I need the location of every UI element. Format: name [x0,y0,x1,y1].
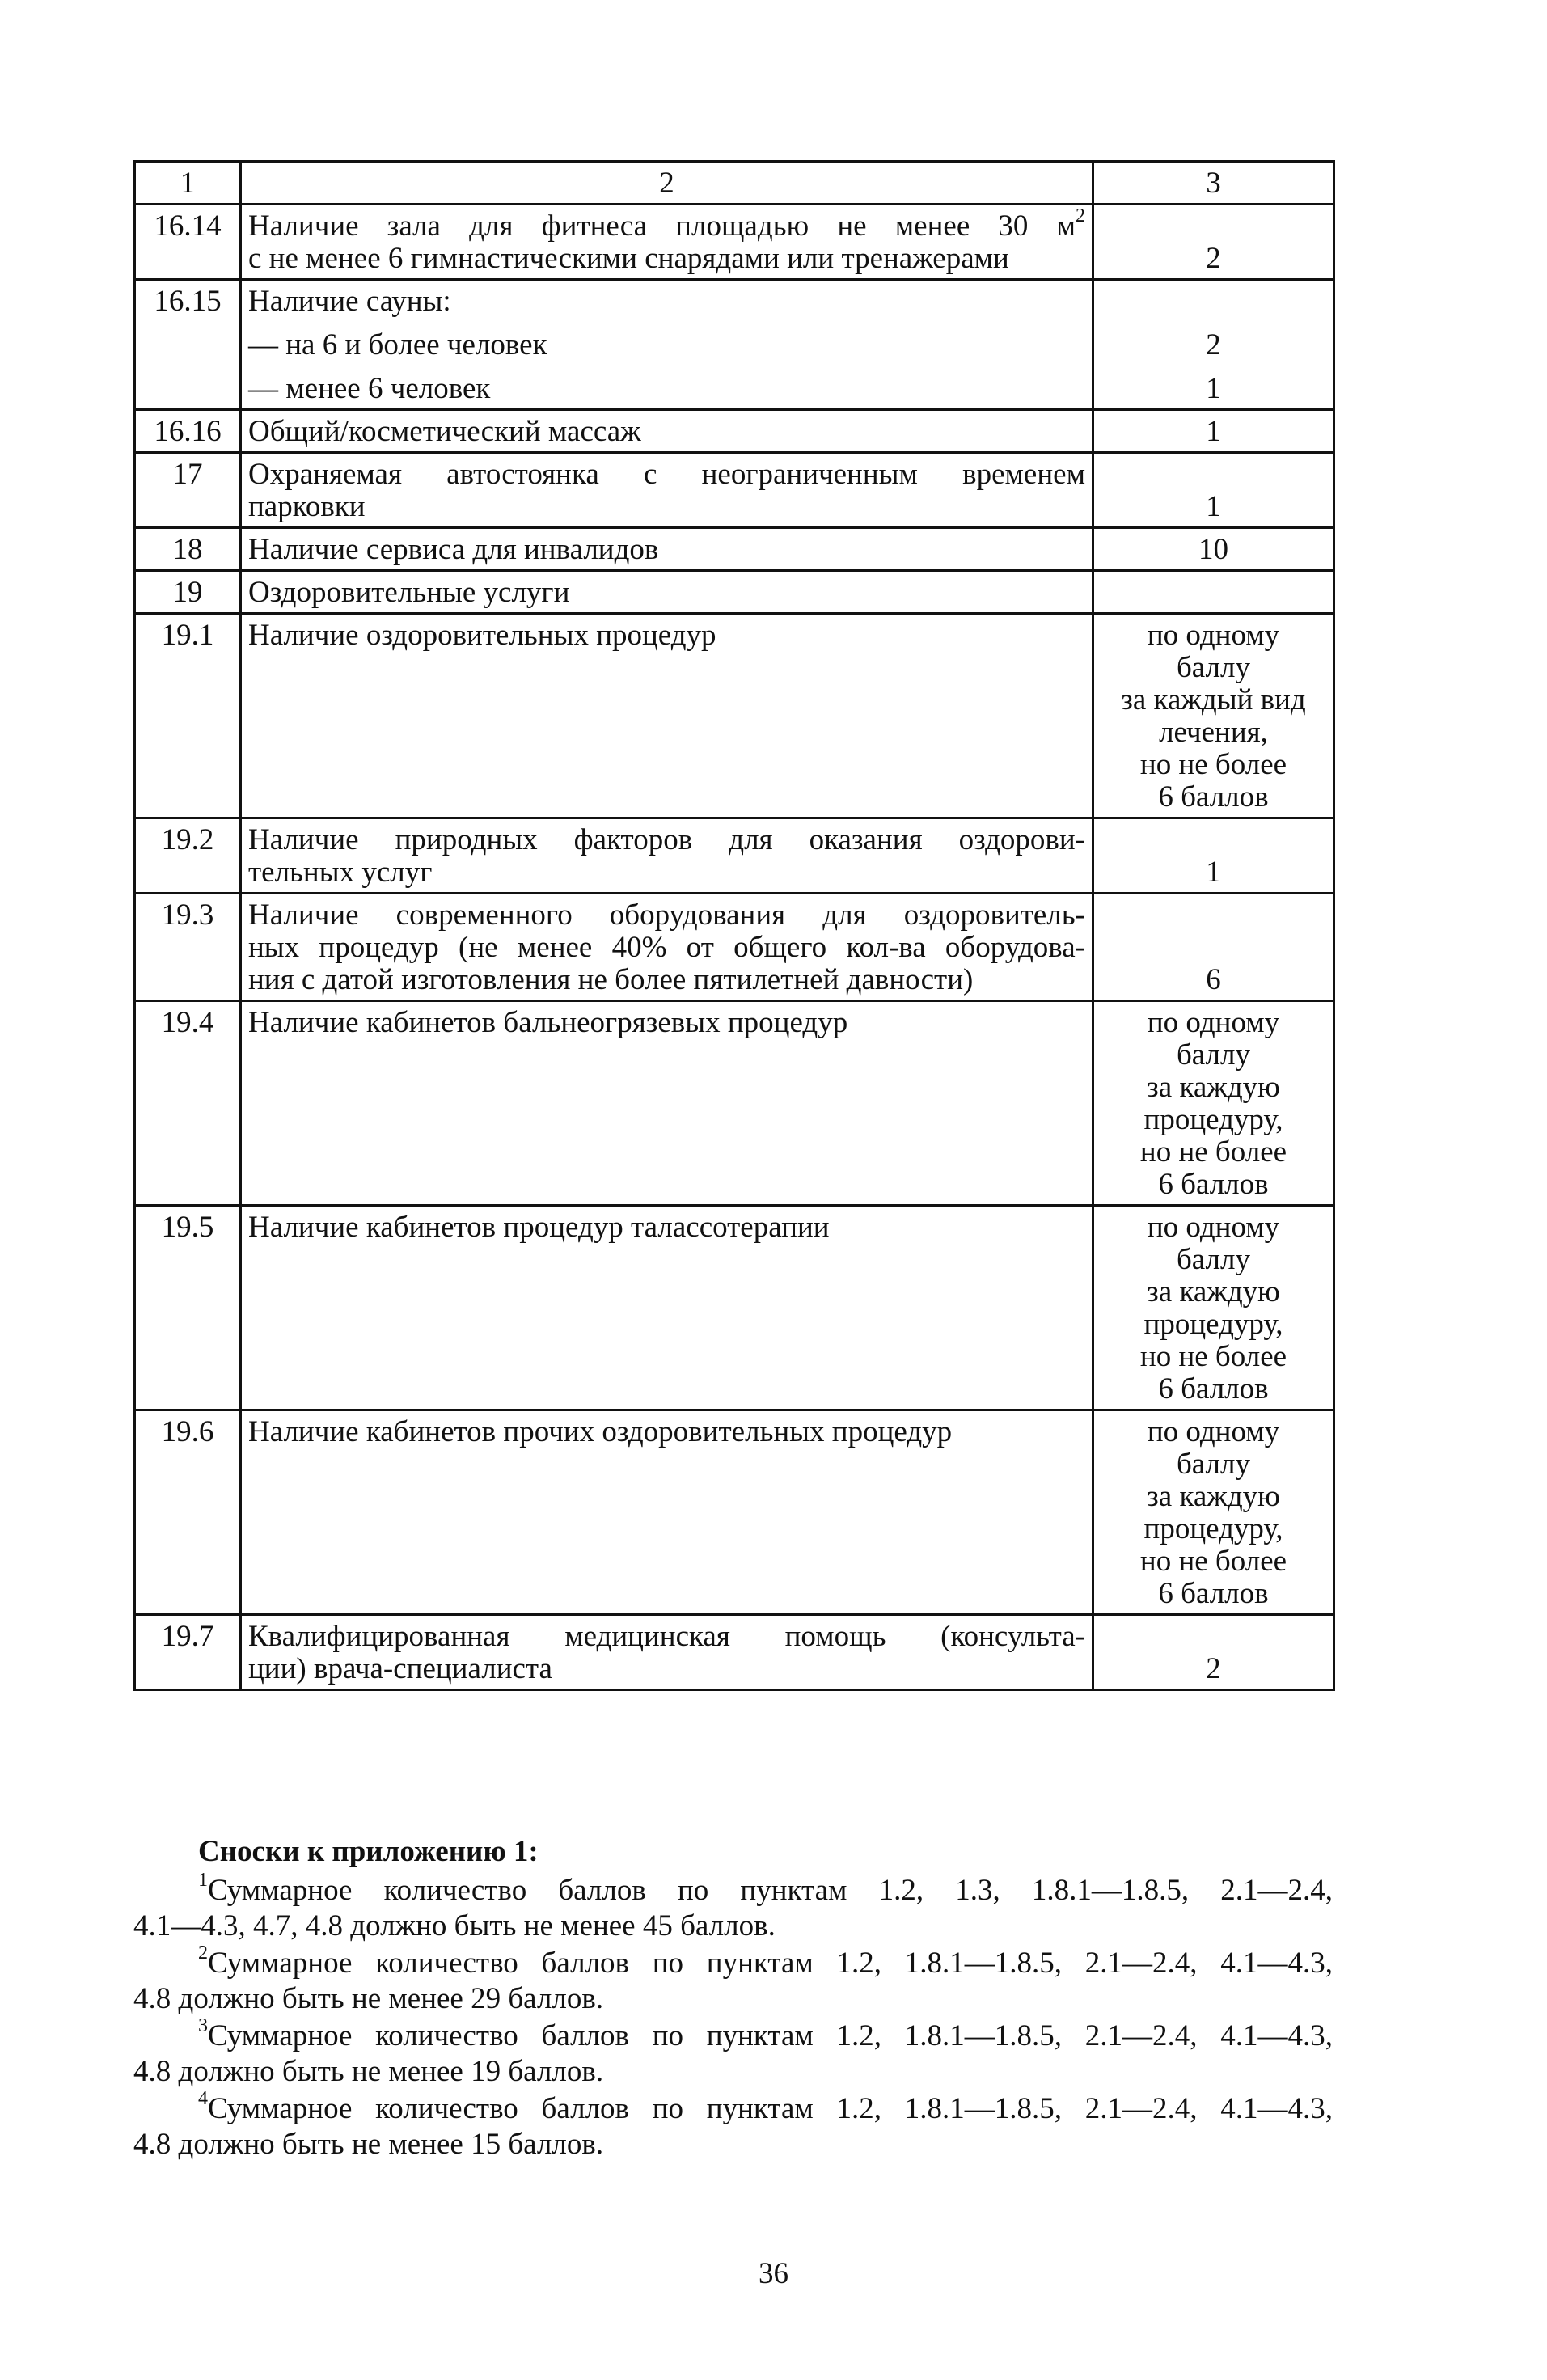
table-row [135,894,1334,1001]
points-line: но не более [1139,1135,1287,1169]
row-number: 16.14 [135,205,241,280]
points-line: процедуру, [1143,1512,1283,1545]
criteria-table [133,160,1335,1691]
footnote [133,2014,1333,2090]
description-line: парковки [248,490,366,523]
footnote [133,1942,1333,2017]
description-text: Наличие кабинетов процедур талассотерапии [248,1211,830,1244]
footnote [133,1869,1333,1944]
points-line: баллу [1176,1448,1250,1481]
footnote-second-line: 4.8 должно быть не менее 19 баллов. [133,2055,604,2088]
row-description [241,894,1093,1001]
points-value: 1 [1206,856,1221,889]
footnote-text: Суммарное количество баллов по пунктам 1.2, 1.8.1—1.8.5, 2.1—2.4, 4.1—4.3, [208,2019,1333,2052]
points-line: за каждую [1147,1480,1280,1513]
footnote-text: Суммарное количество баллов по пунктам 1.2, 1.3, 1.8.1—1.8.5, 2.1—2.4, [208,1874,1333,1907]
description-text: Наличие кабинетов бальнеогрязевых процедур [248,1006,848,1039]
points-line: баллу [1176,651,1250,684]
description-text: Наличие кабинетов прочих оздоровительных процедур [248,1415,953,1448]
footnote-marker: 2 [198,1942,208,1964]
points-line: за каждую [1147,1071,1280,1104]
row-number: 19 [135,571,241,614]
row-number: 18 [135,528,241,571]
header-cell: 2 [241,162,1093,205]
table-row [135,571,1334,614]
header-cell: 3 [1093,162,1334,205]
points-line: но не более [1139,1545,1287,1578]
row-description [241,1001,1093,1206]
table-row [135,410,1334,453]
sub-item-label: — менее 6 человек [248,372,491,405]
description-line: Наличие современного оборудования для оздоровитель- [248,898,1085,932]
row-description [241,528,1093,571]
points-line: 6 баллов [1158,1577,1269,1610]
sub-item-label: — на 6 и более человек [248,328,547,361]
points-value: 2 [1206,1652,1221,1685]
row-number: 19.7 [135,1615,241,1690]
row-number: 17 [135,453,241,528]
header-cell: 1 [135,162,241,205]
row-points [1093,1410,1334,1615]
description-line: Квалифицированная медицинская помощь (консульта- [248,1620,1085,1653]
row-description [241,410,1093,453]
criteria-table-body [135,162,1334,1690]
page-number: 36 [759,2257,788,2290]
description-line: ния с датой изготовления не более пятилетней давности) [248,963,974,996]
points-line: баллу [1176,1243,1250,1276]
row-number: 19.5 [135,1206,241,1410]
footnote-text: Суммарное количество баллов по пунктам 1.2, 1.8.1—1.8.5, 2.1—2.4, 4.1—4.3, [208,2092,1333,2125]
table-row [135,205,1334,280]
row-points [1093,1615,1334,1690]
table-row [135,1615,1334,1690]
points-line: по одному [1147,1211,1280,1244]
table-row [135,1410,1334,1615]
row-description [241,280,1093,410]
row-description [241,205,1093,280]
row-points [1093,528,1334,571]
table-row [135,614,1334,818]
table-row [135,280,1334,410]
points-line: процедуру, [1143,1103,1283,1136]
row-number: 16.15 [135,280,241,410]
table-row [135,528,1334,571]
points-line: по одному [1147,619,1280,652]
footnote-first-line [133,2014,1333,2054]
description-text: Оздоровительные услуги [248,576,570,609]
row-number: 19.3 [135,894,241,1001]
table-row [135,453,1334,528]
superscript: 2 [1076,205,1085,226]
row-points [1093,818,1334,894]
description-line: Охраняемая автостоянка с неограниченным временем [248,458,1085,491]
footnote-second-line: 4.1—4.3, 4.7, 4.8 должно быть не менее 45 баллов. [133,1909,776,1942]
description-line: Наличие природных факторов для оказания оздорови- [248,823,1085,856]
points-value: 1 [1206,415,1221,448]
points-line: лечения, [1159,716,1268,749]
points-value: 2 [1206,242,1221,275]
points-value: 6 [1206,963,1221,996]
points-spacer [1101,285,1326,318]
description-text: Наличие оздоровительных процедур [248,619,716,652]
footnotes-list [133,1869,1333,2162]
row-points [1093,453,1334,528]
row-number: 19.6 [135,1410,241,1615]
footnote [133,2087,1333,2162]
row-points [1093,280,1334,410]
points-value: 1 [1206,490,1221,523]
row-description [241,1615,1093,1690]
row-points [1093,1001,1334,1206]
points-line: 6 баллов [1158,780,1269,814]
footnote-second-line: 4.8 должно быть не менее 15 баллов. [133,2128,604,2161]
footnotes-section [133,1834,1333,2164]
description-line: ных процедур (не менее 40% от общего кол-ва оборудова- [248,931,1085,964]
row-description [241,1410,1093,1615]
points-line: но не более [1139,1340,1287,1373]
footnotes-title: Сноски к приложению 1: [198,1835,539,1868]
points-line: процедуру, [1143,1308,1283,1341]
table-row [135,1001,1334,1206]
footnote-first-line [133,1869,1333,1909]
table-row [135,818,1334,894]
row-number: 19.2 [135,818,241,894]
points-line: за каждый вид [1121,683,1306,717]
row-description [241,571,1093,614]
row-points [1093,571,1334,614]
row-description [241,818,1093,894]
row-points [1093,410,1334,453]
row-points [1093,205,1334,280]
sub-item-points: 1 [1206,372,1221,405]
footnote-marker: 1 [198,1869,208,1891]
points-value: 10 [1198,533,1228,566]
row-points [1093,1206,1334,1410]
row-number: 16.16 [135,410,241,453]
row-points [1093,614,1334,818]
points-line: 6 баллов [1158,1372,1269,1406]
row-points [1093,894,1334,1001]
description-line: тельных услуг [248,856,433,889]
row-description [241,453,1093,528]
points-line: по одному [1147,1415,1280,1448]
description-line: с не менее 6 гимнастическими снарядами или тренажерами [248,242,1009,275]
description-text: Наличие сервиса для инвалидов [248,533,659,566]
table-row [135,1206,1334,1410]
row-description [241,1206,1093,1410]
description-text: Общий/косметический массаж [248,415,641,448]
description-line: ции) врача-специалиста [248,1652,552,1685]
points-line: но не более [1139,748,1287,781]
footnote-first-line [133,2087,1333,2127]
footnote-marker: 3 [198,2014,208,2036]
table-header-row [135,162,1334,205]
footnote-marker: 4 [198,2087,208,2109]
footnote-second-line: 4.8 должно быть не менее 29 баллов. [133,1982,604,2015]
sub-item-points: 2 [1206,328,1221,361]
row-number: 19.1 [135,614,241,818]
row-description [241,614,1093,818]
row-number: 19.4 [135,1001,241,1206]
footnote-text: Суммарное количество баллов по пунктам 1.2, 1.8.1—1.8.5, 2.1—2.4, 4.1—4.3, [208,1947,1333,1980]
description-line-wrap [248,205,1085,243]
description-text: Наличие сауны: [248,285,451,318]
points-line: по одному [1147,1006,1280,1039]
description-line-text: Наличие зала для фитнеса площадью не менее 30 м [248,209,1076,243]
points-line: 6 баллов [1158,1168,1269,1201]
points-line: баллу [1176,1038,1250,1072]
points-line: за каждую [1147,1275,1280,1308]
footnote-first-line [133,1942,1333,1981]
